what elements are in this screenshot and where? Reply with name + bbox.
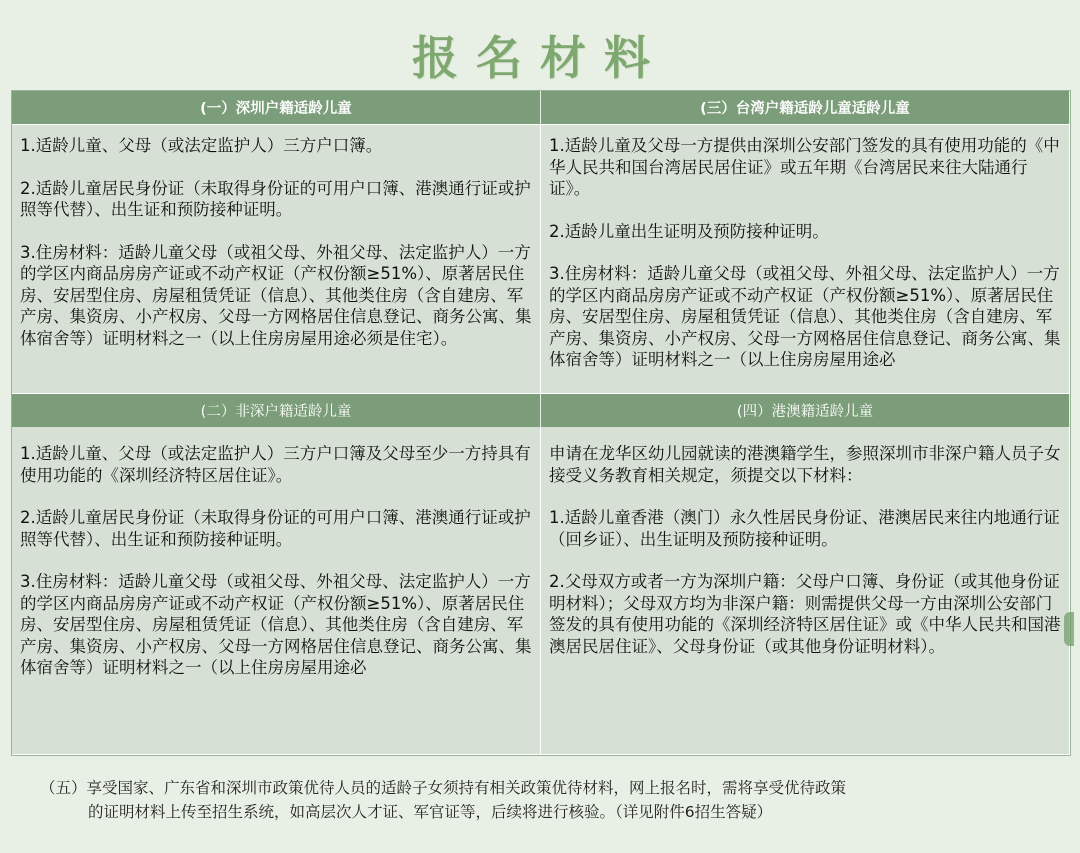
paragraph: 3.住房材料：适龄儿童父母（或祖父母、外祖父母、法定监护人）一方的学区内商品房房产证或不动产权证（产权份额≥51%）、原著居民住房、安居型住房、房屋租赁凭证（信息）、其他类住房（含自建房、军产房、集资房、小产权房、父母一方网格居住信息登记、商务公寓、集体宿舍等）证明材料之一（以上住房房屋用途必 (20, 572, 532, 677)
section-header-non-shenzhen: (二）非深户籍适龄儿童 (12, 394, 541, 427)
paragraph: 2.父母双方或者一方为深圳户籍：父母户口簿、身份证（或其他身份证明材料）；父母双方均为非深户籍：则需提供父母一方由深圳公安部门签发的具有使用功能的《深圳经济特区居住证》或《中华人民共和国港澳居民居住证》、父母身份证（或其他身份证明材料）。 (549, 572, 1061, 656)
paragraph: 2.适龄儿童居民身份证（未取得身份证的可用户口簿、港澳通行证或护照等代替）、出生证和预防接种证明。 (20, 508, 531, 549)
paragraph: 3.住房材料：适龄儿童父母（或祖父母、外祖父母、法定监护人）一方的学区内商品房房产证或不动产权证（产权份额≥51%）、原著居民住房、安居型住房、房屋租赁凭证（信息）、其他类住房（含自建房、军产房、集资房、小产权房、父母一方网格居住信息登记、商务公寓、集体宿舍等）证明材料之一（以上住房房屋用途必 (549, 264, 1061, 369)
section-body-taiwan (541, 124, 1070, 394)
paragraph: 申请在龙华区幼儿园就读的港澳籍学生，参照深圳市非深户籍人员子女接受义务教育相关规定，须提交以下材料： (549, 444, 1061, 485)
section-header-hk-macao: (四）港澳籍适龄儿童 (541, 394, 1070, 427)
page-title: 报名材料 (412, 31, 668, 85)
section-header-shenzhen: (一）深圳户籍适龄儿童 (12, 91, 541, 124)
paragraph: 1.适龄儿童、父母（或法定监护人）三方户口簿及父母至少一方持具有使用功能的《深圳经济特区居住证》。 (20, 444, 531, 485)
paragraph: 1.适龄儿童、父母（或法定监护人）三方户口簿。 (20, 136, 383, 155)
section-body-hk-macao (541, 427, 1070, 755)
paragraph: 1.适龄儿童香港（澳门）永久性居民身份证、港澳居民来往内地通行证（回乡证）、出生证明及预防接种证明。 (549, 508, 1060, 549)
paragraph: 1.适龄儿童及父母一方提供由深圳公安部门签发的具有使用功能的《中华人民共和国台湾居民居住证》或五年期《台湾居民来往大陆通行证》。 (549, 136, 1060, 198)
footer-line: （五）享受国家、广东省和深圳市政策优待人员的适龄子女须持有相关政策优待材料，网上报名时，需将享受优待政策 (40, 779, 847, 797)
paragraph: 2.适龄儿童出生证明及预防接种证明。 (549, 221, 829, 241)
materials-table (11, 90, 1071, 756)
section-body-shenzhen (12, 124, 541, 394)
paragraph: 3.住房材料：适龄儿童父母（或祖父母、外祖父母、法定监护人）一方的学区内商品房房产证或不动产权证（产权份额≥51%）、原著居民住房、安居型住房、房屋租赁凭证（信息）、其他类住房（含自建房、军产房、集资房、小产权房、父母一方网格居住信息登记、商务公寓、集体宿舍等）证明材料之一（以上住房房屋用途必须是住宅）。 (20, 242, 532, 348)
leaf-decoration (1064, 612, 1074, 646)
section-body-non-shenzhen (12, 427, 541, 755)
footer-note (40, 776, 1050, 824)
section-header-taiwan: (三）台湾户籍适龄儿童适龄儿童 (541, 91, 1070, 124)
footer-line: 的证明材料上传至招生系统，如高层次人才证、军官证等，后续将进行核验。（详见附件6招生答疑） (88, 803, 773, 821)
paragraph: 2.适龄儿童居民身份证（未取得身份证的可用户口簿、港澳通行证或护照等代替）、出生证和预防接种证明。 (20, 178, 531, 219)
